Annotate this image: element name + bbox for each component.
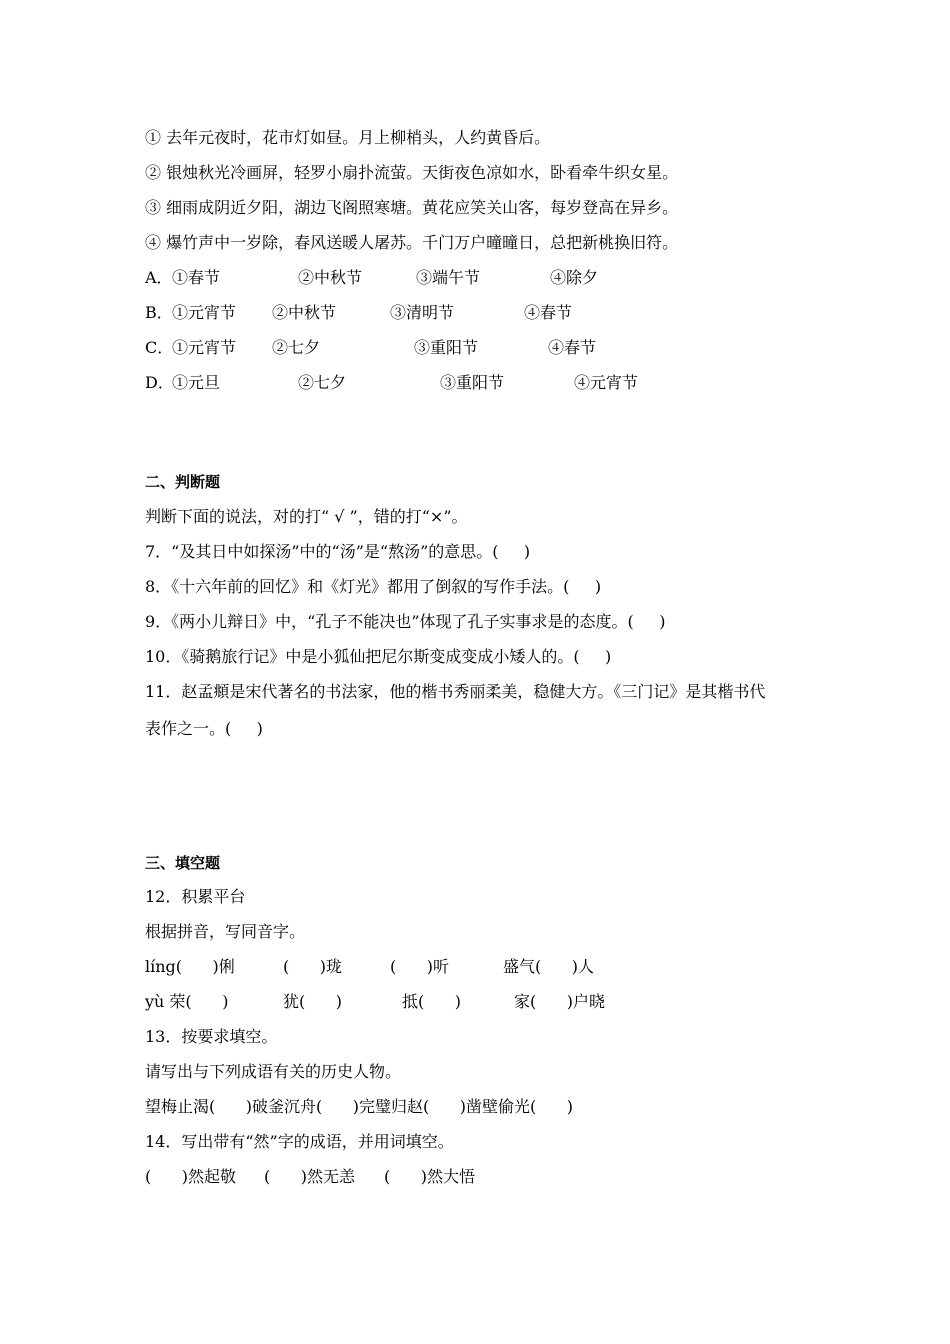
section-heading-judgment: 二、判断题 xyxy=(145,473,221,491)
option-item: ③重阳节 xyxy=(414,338,479,357)
option-letter: B． xyxy=(145,303,173,322)
option-item: ④春节 xyxy=(524,303,573,322)
option-item: ①元宵节 xyxy=(172,338,237,357)
option-item: ②七夕 xyxy=(272,338,321,357)
section-heading-fill-blank: 三、填空题 xyxy=(145,854,221,872)
ran-idiom-blank[interactable]: ( )然无恙 xyxy=(264,1167,356,1186)
option-item: ②中秋节 xyxy=(272,303,337,322)
question-10: 10．《骑鹅旅行记》中是小狐仙把尼尔斯变成变成小矮人的。( ) xyxy=(145,647,612,666)
ran-idiom-blank[interactable]: ( )然大悟 xyxy=(384,1167,476,1186)
question-7: 7．“及其日中如探汤”中的“汤”是“熬汤”的意思。( ) xyxy=(145,542,531,561)
option-item: ④春节 xyxy=(548,338,597,357)
option-item: ③重阳节 xyxy=(440,373,505,392)
poem-line-4: ④ 爆竹声中一岁除，春风送暖人屠苏。千门万户曈曈日，总把新桃换旧符。 xyxy=(145,233,679,252)
question-11-continued: 表作之一。( ) xyxy=(145,719,263,738)
ran-idiom-blank[interactable]: ( )然起敬 xyxy=(145,1167,237,1186)
question-12-title: 12．积累平台 xyxy=(145,887,246,906)
question-9: 9．《两小儿辩日》中，“孔子不能决也”体现了孔子实事求是的态度。( ) xyxy=(145,612,666,631)
pinyin-blank[interactable]: 犹( ) xyxy=(283,992,343,1011)
judgment-instruction: 判断下面的说法，对的打“ √ ”，错的打“×”。 xyxy=(145,507,468,526)
question-11: 11．赵孟頫是宋代著名的书法家，他的楷书秀丽柔美，稳健大方。《三门记》是其楷书代 xyxy=(145,682,766,701)
question-13-instruction: 请写出与下列成语有关的历史人物。 xyxy=(145,1062,402,1081)
option-item: ④元宵节 xyxy=(574,373,639,392)
question-14-title: 14．写出带有“然”字的成语，并用词填空。 xyxy=(145,1132,454,1151)
pinyin-blank[interactable]: ( )珑 xyxy=(283,957,343,976)
pinyin-blank[interactable]: líng( )俐 xyxy=(145,957,235,976)
option-item: ②七夕 xyxy=(298,373,347,392)
question-13-title: 13．按要求填空。 xyxy=(145,1027,278,1046)
poem-line-3: ③ 细雨成阴近夕阳，湖边飞阁照寒塘。黄花应笑关山客，每岁登高在异乡。 xyxy=(145,198,679,217)
option-item: ①元旦 xyxy=(172,373,221,392)
pinyin-blank[interactable]: yù 荣( ) xyxy=(145,992,229,1011)
option-item: ①春节 xyxy=(172,268,221,287)
option-item: ③端午节 xyxy=(416,268,481,287)
option-item: ①元宵节 xyxy=(172,303,237,322)
option-item: ③清明节 xyxy=(390,303,455,322)
pinyin-blank[interactable]: 盛气( )人 xyxy=(503,957,595,976)
option-item: ④除夕 xyxy=(550,268,599,287)
option-letter: D． xyxy=(145,373,174,392)
poem-line-2: ② 银烛秋光冷画屏，轻罗小扇扑流萤。天街夜色凉如水，卧看牵牛织女星。 xyxy=(145,163,679,182)
pinyin-blank[interactable]: 家( )户晓 xyxy=(514,992,606,1011)
question-8: 8．《十六年前的回忆》和《灯光》都用了倒叙的写作手法。( ) xyxy=(145,577,602,596)
option-letter: C． xyxy=(145,338,174,357)
question-12-instruction: 根据拼音，写同音字。 xyxy=(145,922,306,941)
option-letter: A． xyxy=(145,268,173,287)
poem-line-1: ① 去年元夜时，花市灯如昼。月上柳梢头，人约黄昏后。 xyxy=(145,128,551,147)
idiom-blanks[interactable]: 望梅止渴( )破釜沉舟( )完璧归赵( )凿壁偷光( ) xyxy=(145,1097,574,1116)
option-item: ②中秋节 xyxy=(298,268,363,287)
pinyin-blank[interactable]: 抵( ) xyxy=(402,992,462,1011)
pinyin-blank[interactable]: ( )听 xyxy=(390,957,450,976)
